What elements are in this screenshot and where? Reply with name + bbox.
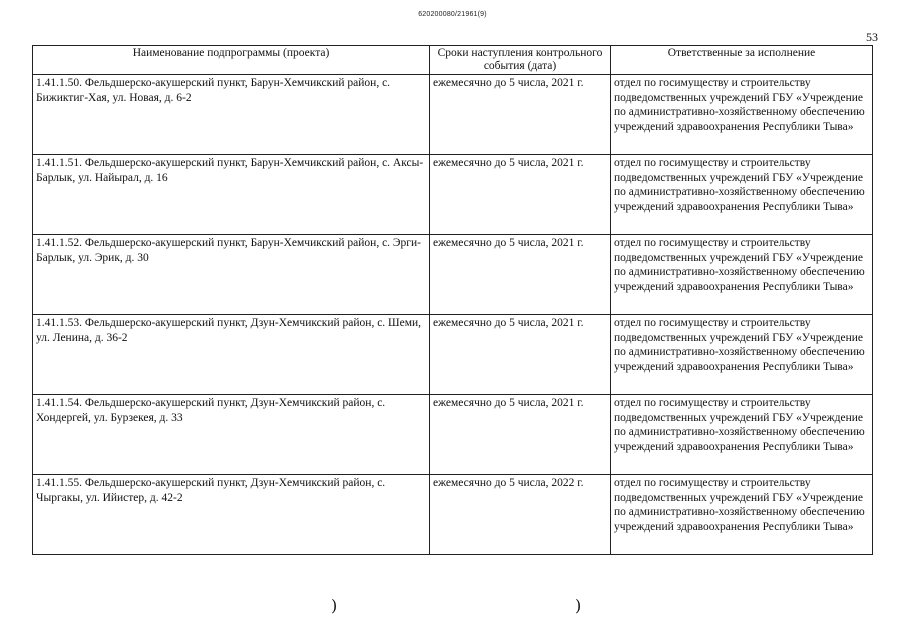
footer-mark-right: ): [575, 596, 582, 615]
row-deadline-cell: ежемесячно до 5 числа, 2021 г.: [430, 235, 611, 315]
row-deadline-cell: ежемесячно до 5 числа, 2021 г.: [430, 315, 611, 395]
row-responsible-cell: отдел по госимуществу и строительству подведомственных учреждений ГБУ «Учреждение по административно-хозяйственному обеспечению учреждений здравоохранения Республики Тыва»: [611, 235, 873, 315]
table-row: [33, 315, 873, 395]
program-table: [32, 45, 873, 555]
row-deadline-cell: ежемесячно до 5 числа, 2022 г.: [430, 475, 611, 555]
row-responsible-cell: отдел по госимуществу и строительству подведомственных учреждений ГБУ «Учреждение по административно-хозяйственному обеспечению учреждений здравоохранения Республики Тыва»: [611, 395, 873, 475]
table-row: [33, 235, 873, 315]
header-responsible: Ответственные за исполнение: [611, 46, 873, 75]
row-name-cell: 1.41.1.52. Фельдшерско-акушерский пункт, Барун-Хемчикский район, с. Эрги-Барлык, ул. Эрик, д. 30: [33, 235, 430, 315]
document-id: 620200080/21961(9): [418, 11, 487, 18]
row-name-cell: 1.41.1.53. Фельдшерско-акушерский пункт, Дзун-Хемчикский район, с. Шеми, ул. Ленина, д. 36-2: [33, 315, 430, 395]
table-header-row: [33, 46, 873, 75]
row-responsible-cell: отдел по госимуществу и строительству подведомственных учреждений ГБУ «Учреждение по административно-хозяйственному обеспечению учреждений здравоохранения Республики Тыва»: [611, 75, 873, 155]
row-responsible-cell: отдел по госимуществу и строительству подведомственных учреждений ГБУ «Учреждение по административно-хозяйственному обеспечению учреждений здравоохранения Республики Тыва»: [611, 475, 873, 555]
page-number: 53: [866, 30, 878, 44]
table-row: [33, 75, 873, 155]
row-name-cell: 1.41.1.54. Фельдшерско-акушерский пункт, Дзун-Хемчикский район, с. Хондергей, ул. Бурзекея, д. 33: [33, 395, 430, 475]
header-deadline: Сроки наступления контрольного события (дата): [430, 46, 611, 75]
row-name-cell: 1.41.1.55. Фельдшерско-акушерский пункт, Дзун-Хемчикский район, с. Чыргакы, ул. Ийистер, д. 42-2: [33, 475, 430, 555]
row-name-cell: 1.41.1.51. Фельдшерско-акушерский пункт, Барун-Хемчикский район, с. Аксы-Барлык, ул. Найырал, д. 16: [33, 155, 430, 235]
row-deadline-cell: ежемесячно до 5 числа, 2021 г.: [430, 155, 611, 235]
table-row: [33, 395, 873, 475]
row-deadline-cell: ежемесячно до 5 числа, 2021 г.: [430, 75, 611, 155]
row-name-cell: 1.41.1.50. Фельдшерско-акушерский пункт, Барун-Хемчикский район, с. Бижиктиг-Хая, ул. Новая, д. 6-2: [33, 75, 430, 155]
footer-mark-left: ): [331, 596, 338, 615]
row-deadline-cell: ежемесячно до 5 числа, 2021 г.: [430, 395, 611, 475]
row-responsible-cell: отдел по госимуществу и строительству подведомственных учреждений ГБУ «Учреждение по административно-хозяйственному обеспечению учреждений здравоохранения Республики Тыва»: [611, 155, 873, 235]
table-row: [33, 155, 873, 235]
row-responsible-cell: отдел по госимуществу и строительству подведомственных учреждений ГБУ «Учреждение по административно-хозяйственному обеспечению учреждений здравоохранения Республики Тыва»: [611, 315, 873, 395]
header-name: Наименование подпрограммы (проекта): [33, 46, 430, 75]
table-row: [33, 475, 873, 555]
